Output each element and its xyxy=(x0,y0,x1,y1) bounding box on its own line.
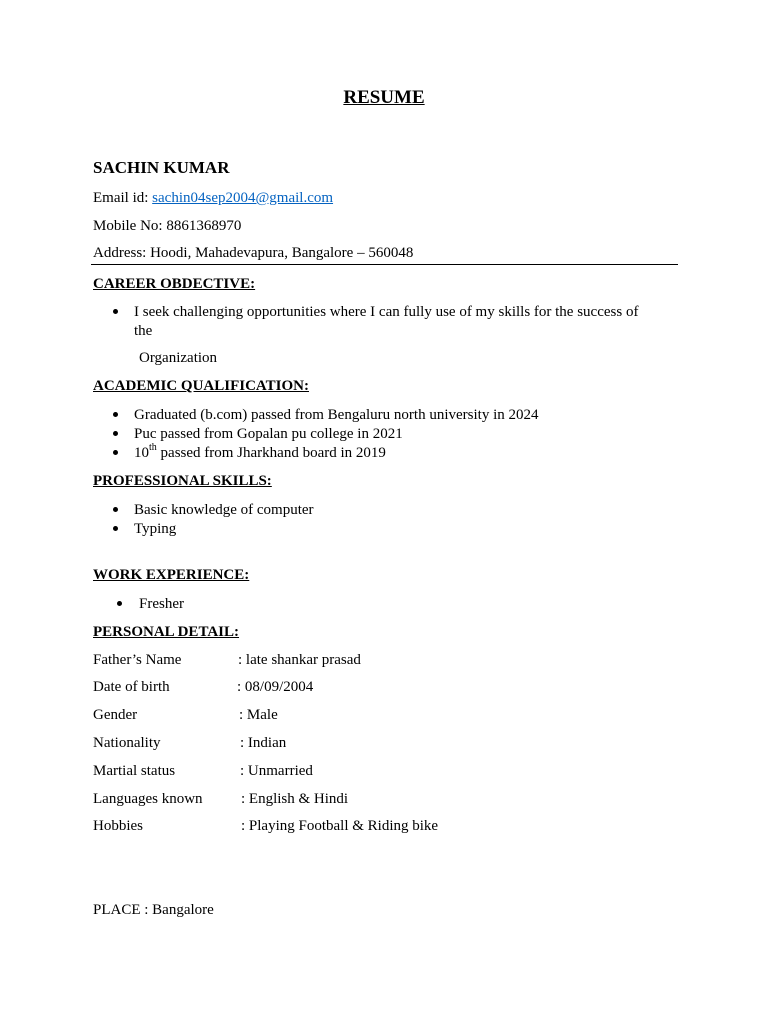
work-experience-heading: WORK EXPERIENCE: xyxy=(93,567,250,583)
personal-value: : Unmarried xyxy=(240,763,313,779)
bullet-icon xyxy=(117,601,122,606)
personal-label: Date of birth xyxy=(93,679,170,695)
header-divider xyxy=(91,264,678,265)
personal-label: Nationality xyxy=(93,735,161,751)
email-link[interactable]: sachin04sep2004@gmail.com xyxy=(152,190,334,206)
academic-item: Graduated (b.com) passed from Bengaluru north university in 2024 xyxy=(134,407,539,423)
email-label: Email id: xyxy=(93,190,153,206)
candidate-name: SACHIN KUMAR xyxy=(93,158,230,177)
career-objective-line-1: I seek challenging opportunities where I can fully use of my skills for the success of xyxy=(134,304,639,320)
personal-value: : 08/09/2004 xyxy=(237,679,314,695)
personal-value: : Playing Football & Riding bike xyxy=(241,818,439,834)
bullet-icon xyxy=(113,431,118,436)
personal-label: Languages known xyxy=(93,791,203,807)
address-line: Address: Hoodi, Mahadevapura, Bangalore – 560048 xyxy=(93,245,414,261)
career-objective-line-2: the xyxy=(134,323,153,339)
personal-value: : Indian xyxy=(240,735,287,751)
bullet-icon xyxy=(113,450,118,455)
skill-item: Typing xyxy=(134,521,177,537)
mobile-line: Mobile No: 8861368970 xyxy=(93,218,242,234)
career-objective-line-3: Organization xyxy=(139,350,218,366)
academic-heading: ACADEMIC QUALIFICATION: xyxy=(93,378,309,394)
bullet-icon xyxy=(113,507,118,512)
skill-item: Basic knowledge of computer xyxy=(134,502,314,518)
work-item: Fresher xyxy=(139,596,184,612)
page-title: RESUME xyxy=(343,87,425,108)
personal-value: : English & Hindi xyxy=(241,791,349,807)
academic-item-superscript: th xyxy=(149,442,157,453)
personal-label: Martial status xyxy=(93,763,176,779)
place-line: PLACE : Bangalore xyxy=(93,902,214,918)
personal-value: : late shankar prasad xyxy=(238,652,361,668)
academic-item xyxy=(134,444,386,462)
personal-label: Hobbies xyxy=(93,818,143,834)
personal-label: Gender xyxy=(93,707,138,723)
academic-item-number: 10 xyxy=(134,445,149,461)
personal-label: Father’s Name xyxy=(93,652,182,668)
bullet-icon xyxy=(113,412,118,417)
skills-heading: PROFESSIONAL SKILLS: xyxy=(93,473,272,489)
personal-detail-heading: PERSONAL DETAIL: xyxy=(93,624,240,640)
bullet-icon xyxy=(113,526,118,531)
academic-item-text: passed from Jharkhand board in 2019 xyxy=(156,445,386,461)
email-line xyxy=(93,189,333,207)
career-objective-heading: CAREER OBDECTIVE: xyxy=(93,276,256,292)
personal-value: : Male xyxy=(239,707,278,723)
academic-item: Puc passed from Gopalan pu college in 2021 xyxy=(134,426,403,442)
bullet-icon xyxy=(113,309,118,314)
